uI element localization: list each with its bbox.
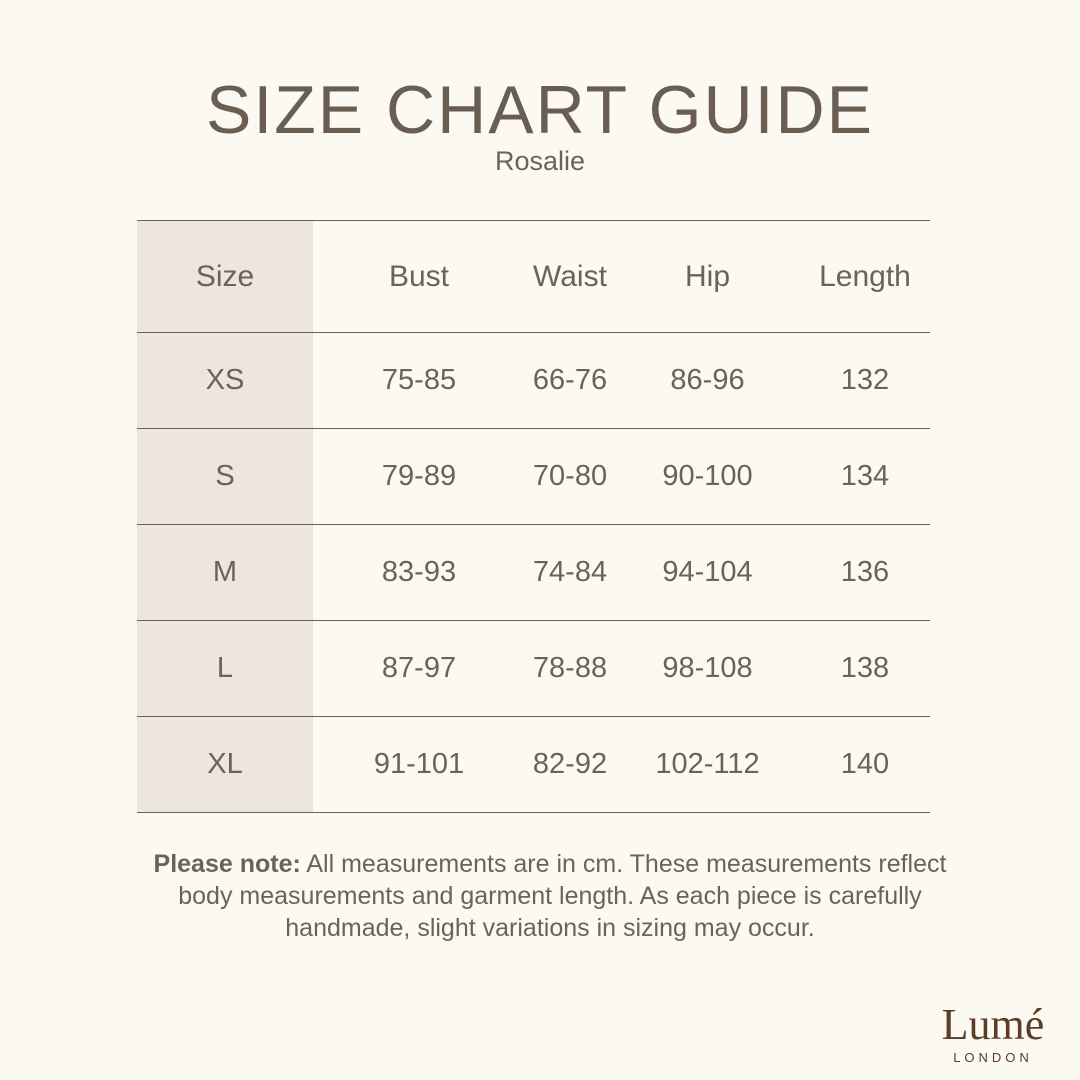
length-cell: 132 — [840, 364, 890, 396]
waist-cell: 66-76 — [532, 364, 608, 396]
size-cell: S — [137, 429, 313, 524]
logo-subtext: LONDON — [953, 1050, 1033, 1065]
logo-wordmark: Lumé — [941, 1000, 1045, 1049]
hip-cell: 86-96 — [670, 364, 745, 396]
header-length: Length — [819, 259, 911, 293]
table-row — [137, 429, 930, 525]
length-cell: 138 — [840, 652, 890, 684]
table-row — [137, 525, 930, 621]
waist-cell: 74-84 — [532, 556, 608, 588]
hip-cell: 90-100 — [662, 460, 753, 492]
header-waist: Waist — [533, 259, 607, 293]
length-cell: 136 — [840, 556, 890, 588]
note-text: All measurements are in cm. These measurements reflect body measurements and garment length. As each piece is carefully handmade, slight variations in sizing may occur. — [178, 850, 947, 942]
note-label: Please note: — [153, 850, 301, 878]
page-title: SIZE CHART GUIDE — [205, 72, 875, 148]
product-name: Rosalie — [494, 146, 586, 176]
bust-cell: 83-93 — [381, 556, 457, 588]
hip-cell: 102-112 — [655, 748, 760, 780]
waist-cell: 82-92 — [532, 748, 608, 780]
size-cell: XL — [137, 717, 313, 812]
length-cell: 134 — [840, 460, 890, 492]
table-row — [137, 717, 930, 813]
size-cell: M — [137, 525, 313, 620]
length-cell: 140 — [840, 748, 890, 780]
waist-cell: 78-88 — [532, 652, 608, 684]
hip-cell: 98-108 — [662, 652, 753, 684]
table-row — [137, 621, 930, 717]
header-bust: Bust — [388, 259, 450, 293]
size-table — [137, 220, 930, 813]
bust-cell: 75-85 — [381, 364, 457, 396]
table-header-row — [137, 221, 930, 333]
header-size: Size — [137, 221, 313, 332]
header-hip: Hip — [684, 259, 730, 293]
bust-cell: 91-101 — [373, 748, 465, 780]
hip-cell: 94-104 — [662, 556, 753, 588]
table-row — [137, 333, 930, 429]
measurement-note — [130, 848, 970, 944]
bust-cell: 87-97 — [381, 652, 457, 684]
bust-cell: 79-89 — [381, 460, 457, 492]
waist-cell: 70-80 — [532, 460, 608, 492]
size-cell: XS — [137, 333, 313, 428]
size-cell: L — [137, 621, 313, 716]
brand-logo — [918, 1002, 1068, 1065]
